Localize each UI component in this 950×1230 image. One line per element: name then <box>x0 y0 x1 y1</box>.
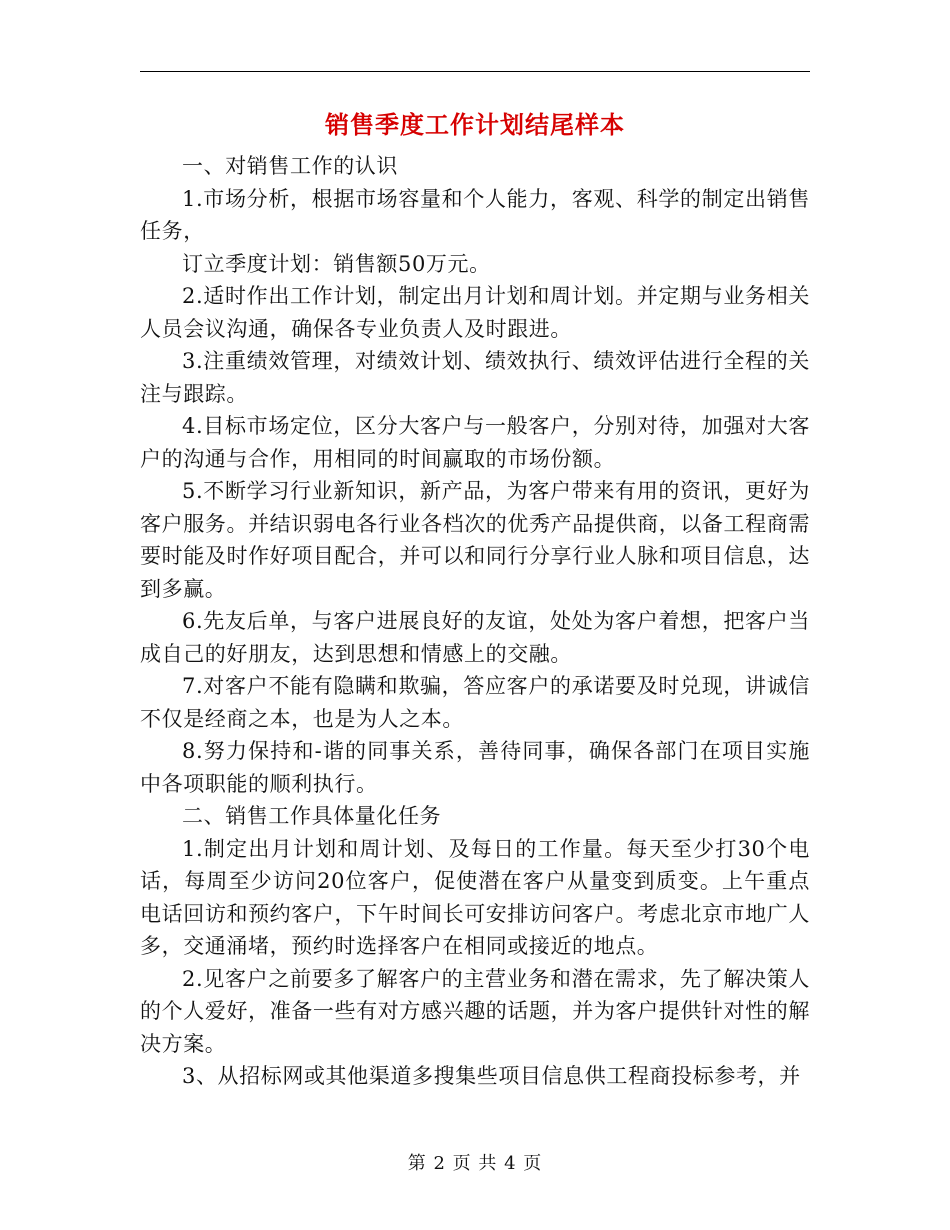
paragraph: 2.见客户之前要多了解客户的主营业务和潜在需求，先了解决策人的个人爱好，准备一些有对方感兴趣的话题，并为客户提供针对性的解决方案。 <box>140 966 810 1056</box>
header-rule <box>140 71 810 72</box>
paragraph: 4.目标市场定位，区分大客户与一般客户，分别对待，加强对大客户的沟通与合作，用相同的时间赢取的市场份额。 <box>140 414 810 471</box>
paragraph: 1.市场分析，根据市场容量和个人能力，客观、科学的制定出销售任务， <box>140 186 810 243</box>
paragraph: 3.注重绩效管理，对绩效计划、绩效执行、绩效评估进行全程的关注与跟踪。 <box>140 349 810 406</box>
paragraph: 6.先友后单，与客户进展良好的友谊，处处为客户着想，把客户当成自己的好朋友，达到思想和情感上的交融。 <box>140 609 810 666</box>
document-title: 销售季度工作计划结尾样本 <box>325 110 625 139</box>
paragraph: 5.不断学习行业新知识，新产品，为客户带来有用的资讯，更好为客户服务。并结识弱电各行业各档次的优秀产品提供商，以备工程商需要时能及时作好项目配合，并可以和同行分享行业人脉和项目信息，达到多赢。 <box>140 479 810 601</box>
page-number: 第 2 页 共 4 页 <box>407 1153 543 1174</box>
section-heading-2: 二、销售工作具体量化任务 <box>182 804 442 828</box>
paragraph: 订立季度计划：销售额50万元。 <box>182 251 491 276</box>
paragraph: 1.制定出月计划和周计划、及每日的工作量。每天至少打30个电话，每周至少访问20位客户，促使潜在客户从量变到质变。上午重点电话回访和预约客户，下午时间长可安排访问客户。考虑北京市地广人多，交通涌堵，预约时选择客户在相同或接近的地点。 <box>140 836 810 958</box>
paragraph: 2.适时作出工作计划，制定出月计划和周计划。并定期与业务相关人员会议沟通，确保各专业负责人及时跟进。 <box>140 284 810 341</box>
section-heading-1: 一、对销售工作的认识 <box>182 154 398 178</box>
document-body <box>140 150 810 1093</box>
paragraph: 8.努力保持和-谐的同事关系，善待同事，确保各部门在项目实施中各项职能的顺利执行。 <box>140 739 810 796</box>
paragraph: 7.对客户不能有隐瞒和欺骗，答应客户的承诺要及时兑现，讲诚信不仅是经商之本，也是为人之本。 <box>140 674 810 731</box>
paragraph: 3、从招标网或其他渠道多搜集些项目信息供工程商投标参考，并 <box>182 1064 801 1088</box>
